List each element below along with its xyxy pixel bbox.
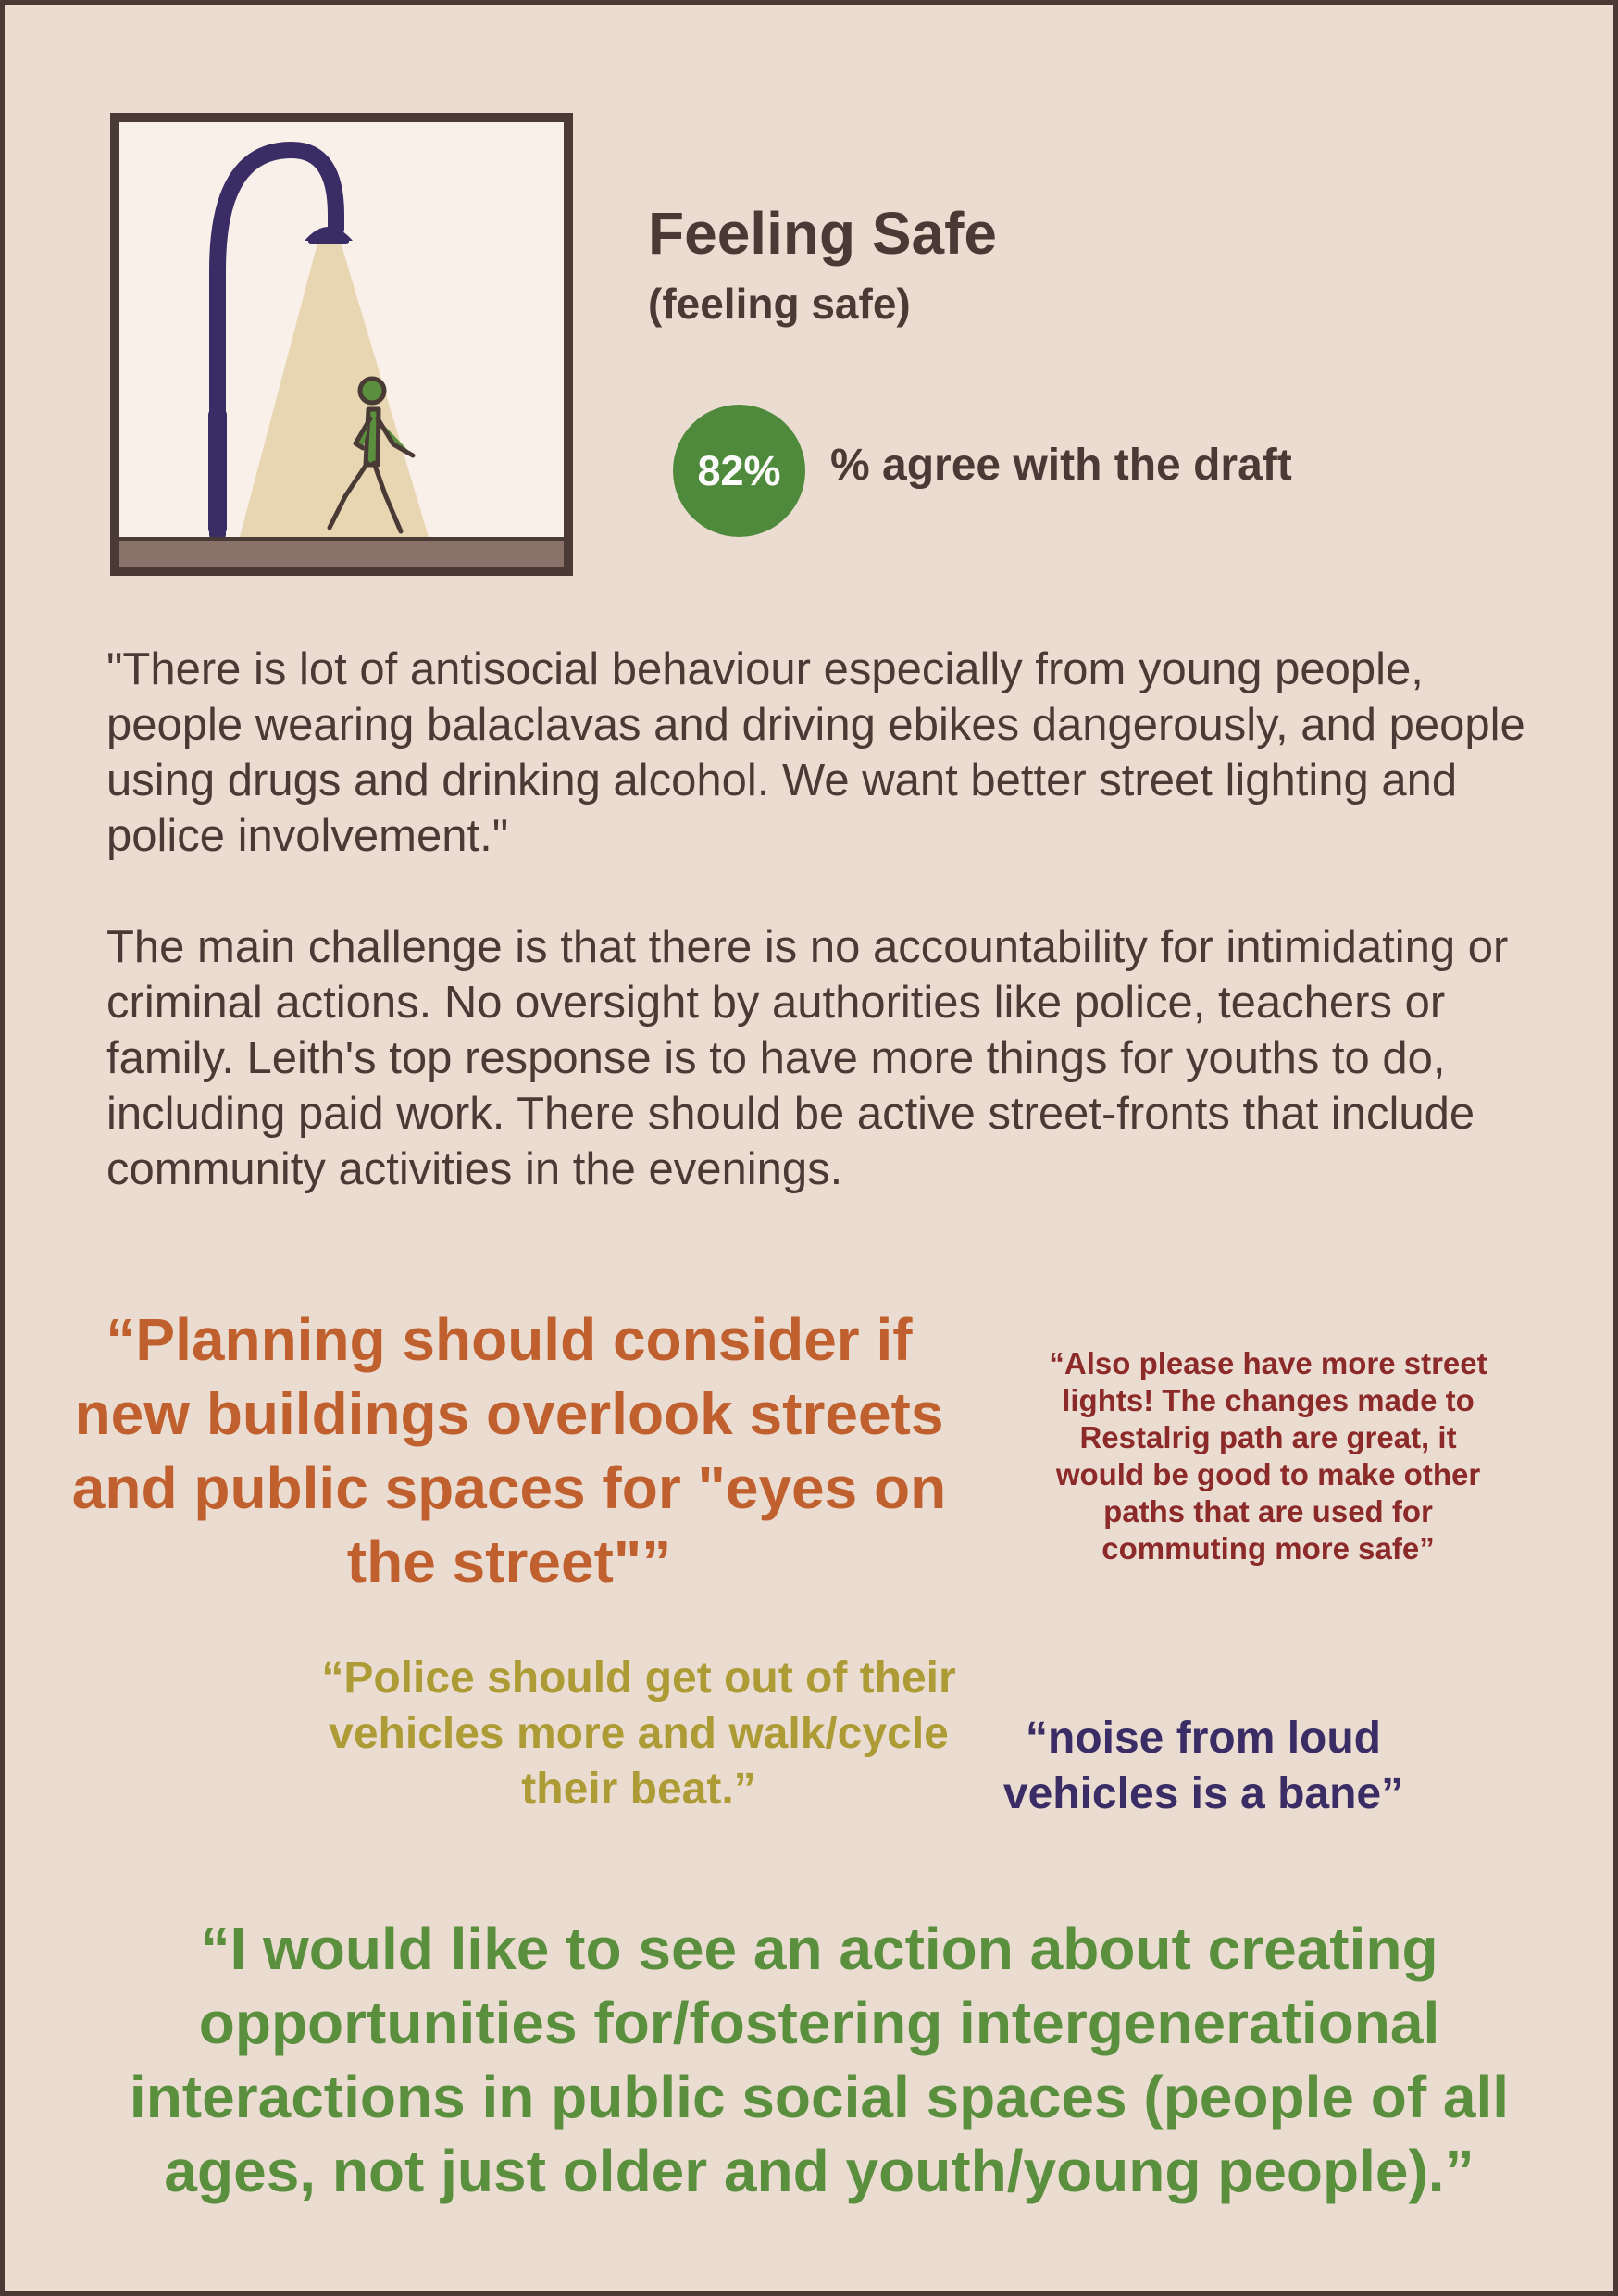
agreement-label: % agree with the draft <box>830 441 1292 490</box>
agreement-percentage-badge: 82% <box>673 405 805 537</box>
quote-planning: “Planning should consider if new buildings overlook streets and public spaces for "eyes on the street"” <box>71 1306 947 1595</box>
ground-strip <box>119 537 564 567</box>
page-subtitle: (feeling safe) <box>648 280 911 328</box>
page-title: Feeling Safe <box>648 200 997 267</box>
challenge-summary-paragraph: The main challenge is that there is no accountability for intimidating or criminal actions. No oversight by authorities like police, teachers or family. Leith's top response is to have more things for youths to do, including paid work. There should be active street-fronts that include community activities in the evenings. <box>106 922 1509 1194</box>
street-lamp-illustration <box>110 113 573 576</box>
quote-noise: “noise from loud vehicles is a bane” <box>1002 1714 1404 1818</box>
resident-quote-paragraph: "There is lot of antisocial behaviour especially from young people, people wearing balaclavas and driving ebikes dangerously, and people using drugs and drinking alcohol. We want better street lighting and police involvement." <box>106 644 1525 861</box>
quote-street-lights: “Also please have more street lights! The changes made to Restalrig path are great, it would be good to make other paths that are used for commuting more safe” <box>1049 1346 1487 1566</box>
quote-police: “Police should get out of their vehicles more and walk/cycle their beat.” <box>321 1653 956 1814</box>
quote-intergenerational: “I would like to see an action about creating opportunities for/fostering intergenerational interactions in public social spaces (people of all ages, not just older and youth/young people).” <box>129 1915 1510 2204</box>
